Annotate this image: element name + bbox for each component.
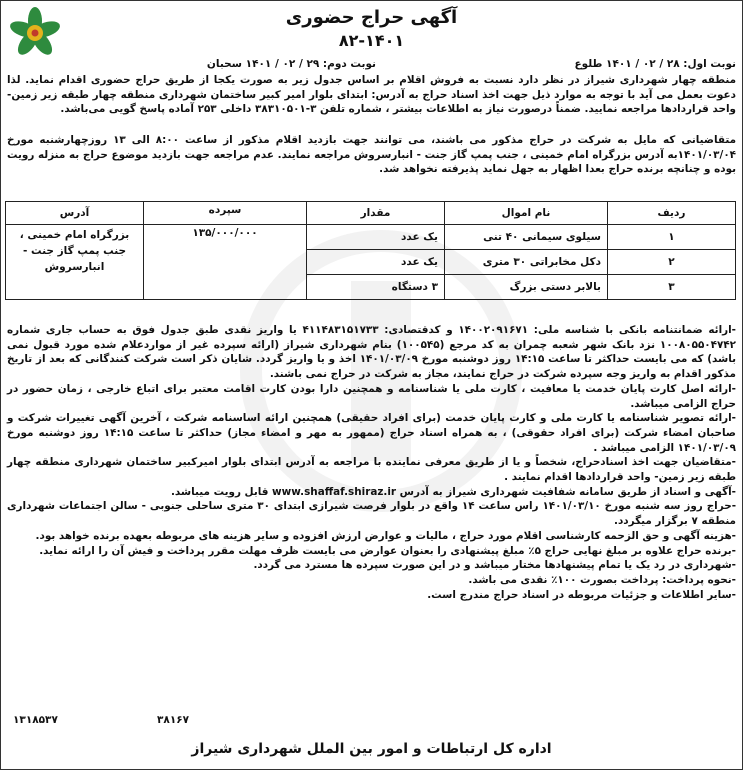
condition-item: -ارائه ضمانتنامه بانکی با شناسه ملی: ۱۴۰۰۲۰۹۱۶۷۱ و کدقتصادی: ۴۱۱۴۸۳۱۵۱۷۳۳ یا واریز نقدی طبق جدول فوق به حساب جاری شماره ۱۰۰۸۰۵۵۰۴۷۴۲ نزد بانک شهر شعبه چمران به کد مرجع (۱۰۰۵۴۵) بنام شهرداری شیراز (ارائه سپرده غیر از مواردعلام شده مورد قبول نمی باشد) که می بایست حداکثر تا ساعت ۱۴:۱۵ روز دوشنبه مورخ ۱۴۰۱/۰۳/۰۹ اخذ و یا واریز گردد. شایان ذکر است شرکت کنندگانی که بعد از تاریخ مذکور اقدام به واریز وجه سپرده شرکت در حراج نمایند، مجاز به شرکت در حراج نمی باشند. xyxy=(7,324,737,381)
conditions-list xyxy=(7,323,736,602)
code-a: ۱۳۱۸۵۳۷ xyxy=(13,714,58,726)
header-item-name: نام اموال xyxy=(445,202,608,225)
row-number: ۲ xyxy=(608,250,736,275)
header-address: آدرس xyxy=(6,202,144,225)
table-row xyxy=(6,225,736,250)
item-name: سیلوی سیمانی ۴۰ تنی xyxy=(445,225,608,250)
condition-item: -هزینه آگهی و حق الزحمه کارشناسی اقلام مورد حراج ، مالیات و عوارض ارزش افزوده و سایر هزینه های مربوطه بعهده برنده خواهد بود. xyxy=(35,529,736,542)
intro-paragraph: منطقه چهار شهرداری شیراز در نظر دارد نسبت به فروش اقلام بر اساس جدول زیر به صورت یکجا از طریق حراج حضوری اقدام نماید. لذا دعوت بعمل می آید با توجه به موارد ذیل جهت اخذ اسناد حراج به آدرس: ابتدای بلوار امیر کبیر ساختمان شهرداری منطقه چهار طبقه زیر زمین- واحد قراردادها مراجعه نمایید. ضمناً درصورت نیاز به اطلاعات بیشتر ، شماره تلفن ۳-۳۸۳۱۰۵۰۱ داخلی ۲۵۳ آماده پاسخ گویی می‌باشد. xyxy=(7,74,736,116)
issuer-footer: اداره کل ارتباطات و امور بین الملل شهرداری شیراز xyxy=(191,741,552,757)
item-quantity: یک عدد xyxy=(307,225,445,250)
items-table xyxy=(5,201,736,300)
item-address: بزرگراه امام خمینی ، جنب پمپ گاز جنت - انبارسروش xyxy=(6,225,144,300)
reference-codes xyxy=(7,714,736,730)
publish-first: نوبت اول: ۲۸ / ۰۲ / ۱۴۰۱ طلوع xyxy=(574,58,736,70)
row-number: ۳ xyxy=(608,275,736,300)
condition-item: -نحوه پرداخت: پرداخت بصورت ۱۰۰٪ نقدی می باشد. xyxy=(468,573,736,586)
publish-second: نوبت دوم: ۲۹ / ۰۲ / ۱۴۰۱ سحبان xyxy=(206,58,376,70)
header-quantity: مقدار xyxy=(307,202,445,225)
visit-paragraph: متقاضیانی که مایل به شرکت در حراج مذکور می باشند، می توانند جهت بازدید اقلام مذکور از ساعت ۸:۰۰ الی ۱۳ روزچهارشنبه مورخ ۱۴۰۱/۰۳/۰۴به آدرس بزرگراه امام خمینی ، جنب پمپ گاز جنت - انبارسروش مراجعه نمایند. عدم مراجعه جهت بازدید موضوع حراج به منزله رویت بوده و چنانچه برنده حراج بعدا اظهار به جهل نماید پذیرفته نخواهد شد. xyxy=(7,134,736,176)
item-quantity: یک عدد xyxy=(307,250,445,275)
condition-item: -متقاضیان جهت اخذ اسنادحراج، شخصاً و یا از طریق معرفی نماینده با مراجعه به آدرس ابتدای بلوار امیرکبیر ساختمان شهرداری منطقه چهار طبقه زیر زمین- واحد قراردادها اقدام نمایند . xyxy=(7,456,736,484)
row-number: ۱ xyxy=(608,225,736,250)
code-b: ۳۸۱۶۷ xyxy=(157,714,190,726)
publish-dates xyxy=(7,56,736,72)
item-name: بالابر دستی بزرگ xyxy=(445,275,608,300)
notice-number: ۸۲-۱۴۰۱ xyxy=(338,31,405,50)
condition-item: -ارائه اصل کارت پایان خدمت یا معافیت ، کارت ملی یا شناسنامه و همچنین دارا بودن کارت اقامت معتبر برای اتباع خارجی ، زمان حضور در حراج الزامی میباشد. xyxy=(7,382,736,410)
item-quantity: ۳ دستگاه xyxy=(307,275,445,300)
condition-item: -برنده حراج علاوه بر مبلغ نهایی حراج ۵٪ مبلغ پیشنهادی را بعنوان عوارض می بایست ظرف مهلت مقرر پرداخت و فیش آن را ارائه نماید. xyxy=(39,544,736,557)
condition-item: -ارائه تصویر شناسنامه یا کارت ملی و کارت پایان خدمت (برای افراد حقیقی) همچنین ارائه اساسنامه شرکت ، آخرین آگهی تغییرات شرکت و صاحبان امضاء شرکت (برای افراد حقوقی) ، به همراه اسناد حراج (ممهور به مهر و امضاء مجاز) حداکثر تا ساعت ۱۴:۱۵ روز دوشنبه مورخ ۱۴۰۱/۰۳/۰۹ الزامی میباشد . xyxy=(7,412,736,454)
condition-item-website: -آگهی و اسناد از طریق سامانه شفافیت شهرداری شیراز به آدرس www.shaffaf.shiraz.ir قابل رویت میباشد. xyxy=(170,485,736,498)
header-deposit: سپرده xyxy=(144,202,307,225)
item-name: دکل مخابراتی ۳۰ متری xyxy=(445,250,608,275)
deposit-amount: ۱۳۵/۰۰۰/۰۰۰ xyxy=(144,225,307,300)
table-header-row xyxy=(6,202,736,225)
header-row-number: ردیف xyxy=(608,202,736,225)
condition-item: -حراج روز سه شنبه مورخ ۱۴۰۱/۰۳/۱۰ راس ساعت ۱۴ واقع در بلوار فرصت شیرازی ابتدای ۳۰ متری ساحلی جنوبی - سالن اجتماعات شهرداری منطقه ۷ برگزار میگردد. xyxy=(7,500,737,528)
condition-item: -سایر اطلاعات و جزئیات مربوطه در اسناد حراج مندرج است. xyxy=(427,588,736,601)
notice-title: آگهی حراج حضوری xyxy=(285,7,458,28)
condition-item: -شهرداری در رد یک یا تمام پیشنهادها مختار میباشد و در این صورت سپرده ها مسترد می گردد. xyxy=(253,559,736,572)
